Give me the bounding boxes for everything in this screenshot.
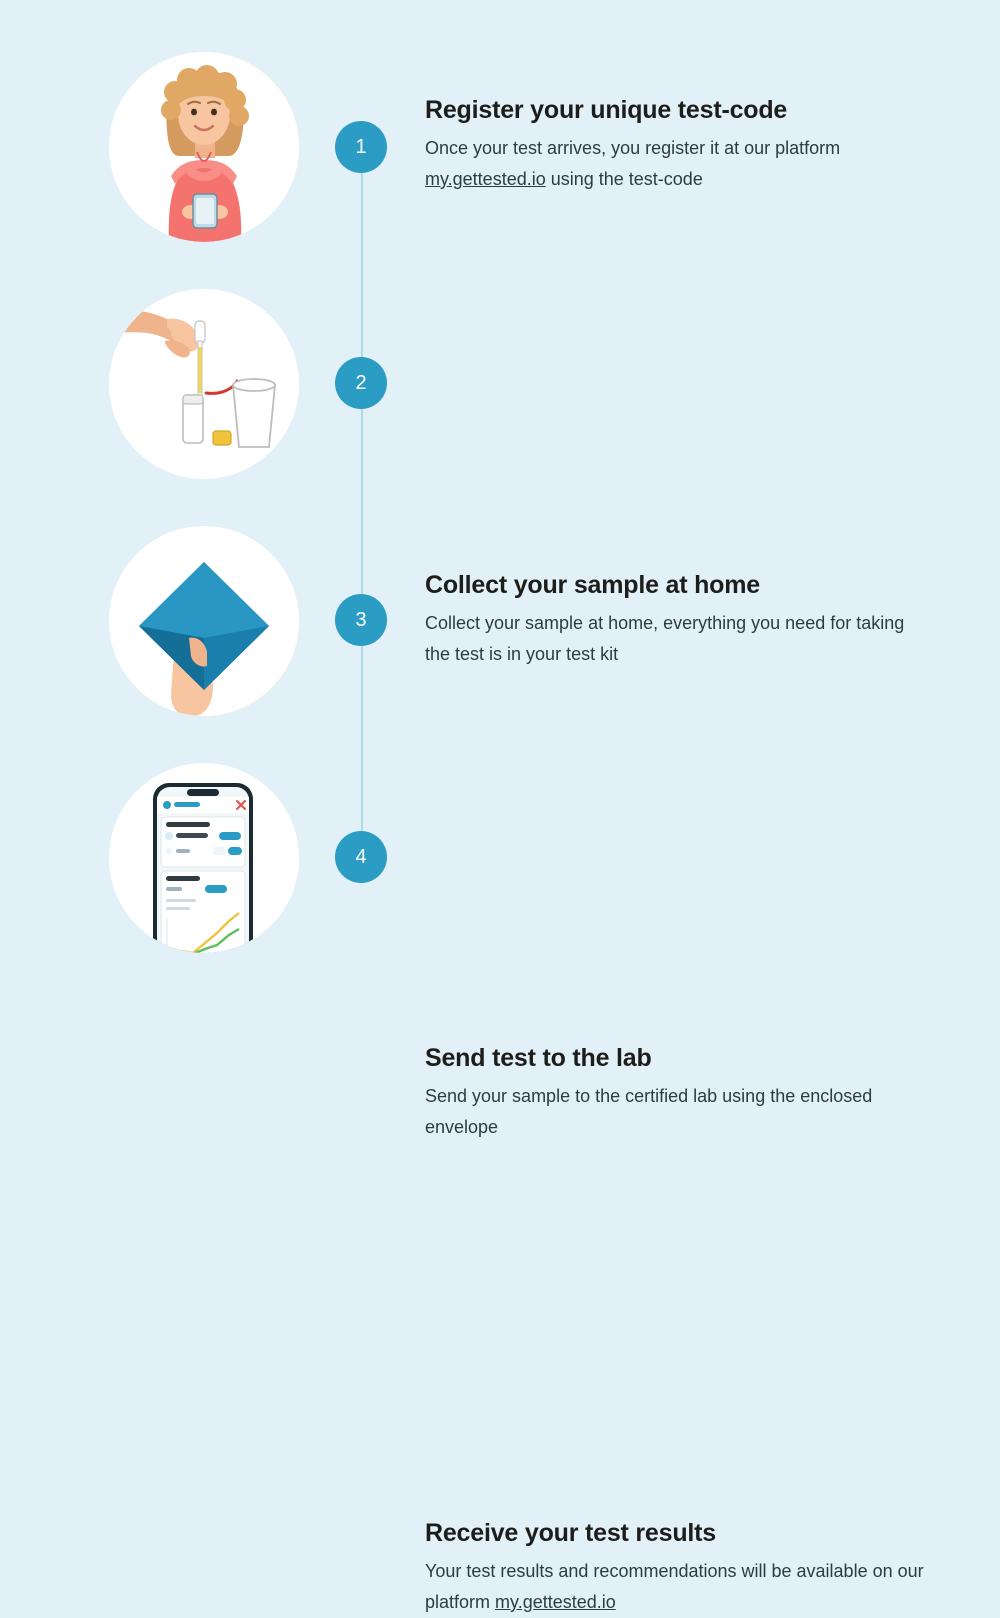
step-description-2: Collect your sample at home, everything you need for taking the test is in your test kit — [425, 613, 905, 664]
step-text-4 — [425, 1519, 925, 1618]
step-text-1 — [425, 96, 925, 195]
hand-holding-envelope-illustration — [109, 526, 299, 716]
step-description-1 — [425, 133, 925, 195]
platform-link-1[interactable]: my.gettested.io — [425, 168, 546, 189]
step-title-2: Collect your sample at home — [425, 571, 760, 599]
hand-with-sample-tube-illustration — [109, 289, 299, 479]
platform-link-4[interactable]: my.gettested.io — [495, 1591, 616, 1612]
step-2 — [0, 289, 1000, 664]
step-title-1: Register your unique test-code — [425, 96, 788, 124]
step-3 — [0, 526, 1000, 1137]
step-number-badge-2: 2 — [335, 357, 387, 409]
woman-with-phone-illustration — [109, 52, 299, 242]
step-description-3: Send your sample to the certified lab using the enclosed envelope — [425, 1086, 873, 1137]
step-number-badge-4: 4 — [335, 831, 387, 883]
step-description-1-after: using the test-code — [545, 168, 703, 189]
step-description-1-before: Once your test arrives, you register it at our platform — [425, 138, 841, 158]
step-title-4: Receive your test results — [425, 1519, 716, 1547]
step-title-3: Send test to the lab — [425, 1044, 652, 1072]
step-text-3 — [425, 1044, 925, 1143]
timeline-connector-line — [361, 150, 363, 860]
step-1 — [0, 52, 1000, 242]
step-number-badge-3: 3 — [335, 594, 387, 646]
step-description-4-before: Your test results and recommendations will be available on our platform — [425, 1561, 924, 1612]
smartphone-results-illustration — [109, 763, 299, 953]
step-number-badge-1: 1 — [335, 121, 387, 173]
step-description-4 — [425, 1556, 925, 1618]
